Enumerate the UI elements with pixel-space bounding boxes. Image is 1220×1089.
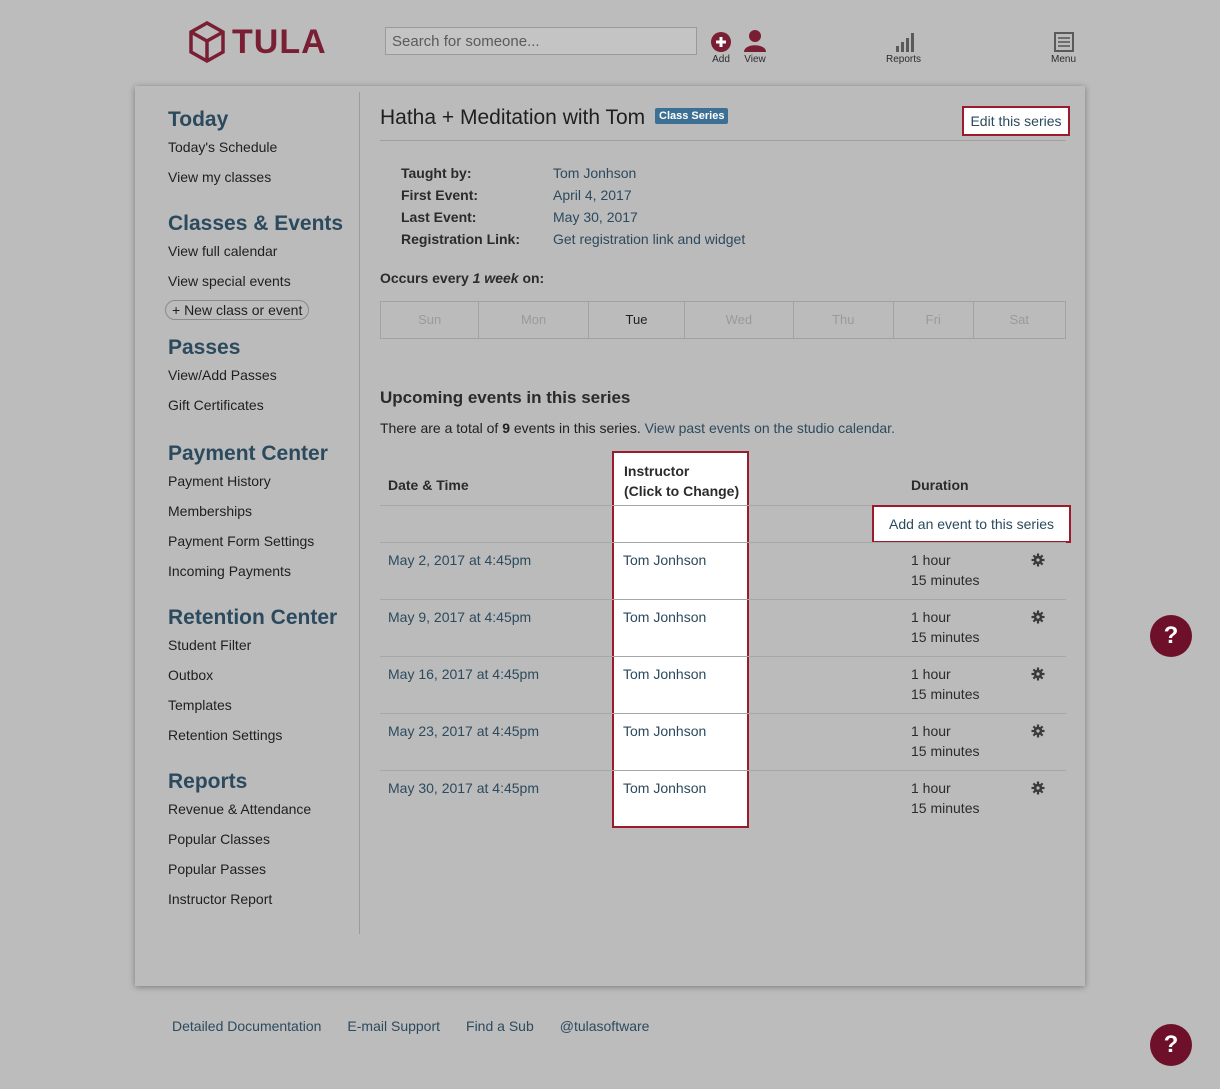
sidebar-item-todays-schedule[interactable]: Today's Schedule: [168, 139, 278, 155]
sidebar-item-retention-settings[interactable]: Retention Settings: [168, 727, 283, 743]
total-mid: events in this series.: [509, 420, 645, 436]
menu-list-icon: [1054, 32, 1074, 52]
sidebar-section-passes: [168, 336, 277, 420]
sidebar-item-popular-classes[interactable]: Popular Classes: [168, 831, 270, 847]
tula-logo[interactable]: [188, 20, 327, 64]
occurs-prefix: Occurs every: [380, 270, 473, 286]
add-event-button[interactable]: Add an event to this series: [872, 505, 1071, 543]
event-duration: [911, 721, 979, 761]
detail-label: First Event:: [401, 187, 479, 203]
day-sun[interactable]: Sun: [381, 302, 479, 338]
event-date-link[interactable]: May 9, 2017 at 4:45pm: [388, 609, 532, 625]
sidebar-item-student-filter[interactable]: Student Filter: [168, 637, 252, 653]
duration-hours: 1 hour: [911, 666, 951, 682]
day-tue[interactable]: Tue: [589, 302, 685, 338]
footer-link-email-support[interactable]: E-mail Support: [347, 1018, 441, 1034]
date-time-column-header: Date & Time: [388, 477, 469, 493]
event-date-link[interactable]: May 23, 2017 at 4:45pm: [388, 723, 539, 739]
search-input[interactable]: [385, 27, 697, 55]
occurs-text: [380, 270, 544, 286]
duration-minutes: 15 minutes: [911, 686, 980, 702]
sidebar-heading-retention-center[interactable]: Retention Center: [168, 606, 338, 629]
sidebar-heading-classes-events[interactable]: Classes & Events: [168, 212, 344, 235]
event-instructor-link[interactable]: Tom Jonhson: [623, 666, 707, 682]
detail-row: [401, 228, 745, 250]
footer-link-twitter[interactable]: @tulasoftware: [559, 1018, 650, 1034]
table-row-divider: [380, 713, 1066, 714]
sidebar-item-payment-history[interactable]: Payment History: [168, 473, 271, 489]
sidebar-item-view-special-events[interactable]: View special events: [168, 273, 291, 289]
sidebar-heading-passes[interactable]: Passes: [168, 336, 241, 359]
edit-series-button[interactable]: Edit this series: [962, 106, 1070, 136]
class-series-badge: Class Series: [655, 108, 728, 124]
footer-links: [172, 1018, 675, 1034]
event-date-link[interactable]: May 2, 2017 at 4:45pm: [388, 552, 532, 568]
day-thu[interactable]: Thu: [794, 302, 894, 338]
sidebar-item-view-add-passes[interactable]: View/Add Passes: [168, 367, 277, 383]
gear-icon[interactable]: [1031, 553, 1045, 567]
bar-chart-icon: [894, 32, 914, 52]
event-instructor-link[interactable]: Tom Jonhson: [623, 723, 707, 739]
event-duration: [911, 778, 979, 818]
series-title-row: [380, 106, 728, 130]
sidebar-item-templates[interactable]: Templates: [168, 697, 232, 713]
title-divider: [380, 140, 1066, 141]
view-label: View: [744, 54, 766, 65]
detail-label: Last Event:: [401, 209, 477, 225]
sidebar-section-reports: [168, 770, 311, 914]
sidebar-item-view-my-classes[interactable]: View my classes: [168, 169, 272, 185]
events-total-text: [380, 420, 895, 436]
reports-label: Reports: [886, 54, 922, 65]
view-button[interactable]: [743, 30, 767, 65]
day-wed[interactable]: Wed: [685, 302, 793, 338]
table-row-divider: [380, 770, 1066, 771]
instructor-header-line2: (Click to Change): [624, 483, 740, 499]
first-event-link[interactable]: April 4, 2017: [553, 187, 632, 203]
help-button[interactable]: ?: [1150, 1024, 1192, 1066]
sidebar-item-popular-passes[interactable]: Popular Passes: [168, 861, 267, 877]
brand-name: TULA: [232, 22, 327, 61]
gear-icon[interactable]: [1031, 610, 1045, 624]
reports-button[interactable]: [886, 32, 921, 65]
event-instructor-link[interactable]: Tom Jonhson: [623, 780, 707, 796]
table-row-divider: [380, 656, 1066, 657]
registration-link[interactable]: Get registration link and widget: [553, 231, 746, 247]
sidebar-heading-payment-center[interactable]: Payment Center: [168, 442, 328, 465]
sidebar-heading-reports[interactable]: Reports: [168, 770, 248, 793]
event-instructor-link[interactable]: Tom Jonhson: [623, 552, 707, 568]
sidebar-item-outbox[interactable]: Outbox: [168, 667, 214, 683]
sidebar-item-gift-certificates[interactable]: Gift Certificates: [168, 397, 264, 413]
duration-hours: 1 hour: [911, 609, 951, 625]
new-class-event-button[interactable]: + New class or event: [165, 300, 309, 320]
duration-minutes: 15 minutes: [911, 743, 980, 759]
footer-link-documentation[interactable]: Detailed Documentation: [172, 1018, 322, 1034]
last-event-link[interactable]: May 30, 2017: [553, 209, 638, 225]
event-date-link[interactable]: May 16, 2017 at 4:45pm: [388, 666, 539, 682]
duration-minutes: 15 minutes: [911, 572, 980, 588]
sidebar-heading-today[interactable]: Today: [168, 108, 229, 131]
view-past-events-link[interactable]: View past events on the studio calendar.: [644, 420, 895, 436]
sidebar-section-retention: [168, 606, 368, 750]
sidebar-item-revenue-attendance[interactable]: Revenue & Attendance: [168, 801, 312, 817]
detail-row: [401, 206, 745, 228]
event-duration: [911, 664, 979, 704]
gear-icon[interactable]: [1031, 667, 1045, 681]
main-panel: [135, 86, 1085, 986]
series-details: [401, 162, 745, 250]
occurs-suffix: on:: [518, 270, 545, 286]
detail-label: Taught by:: [401, 165, 472, 181]
person-icon: [743, 30, 767, 52]
sidebar-item-incoming-payments[interactable]: Incoming Payments: [168, 563, 291, 579]
sidebar-item-instructor-report[interactable]: Instructor Report: [168, 891, 273, 907]
duration-hours: 1 hour: [911, 723, 951, 739]
upcoming-events-title: Upcoming events in this series: [380, 388, 631, 407]
tula-cube-icon: [188, 20, 226, 64]
add-button[interactable]: [711, 32, 731, 65]
detail-row: [401, 184, 745, 206]
duration-hours: 1 hour: [911, 552, 951, 568]
duration-hours: 1 hour: [911, 780, 951, 796]
instructor-column-header[interactable]: [624, 461, 739, 501]
plus-circle-icon: [711, 32, 731, 52]
event-date-link[interactable]: May 30, 2017 at 4:45pm: [388, 780, 539, 796]
sidebar-section-today: [168, 108, 277, 192]
event-instructor-link[interactable]: Tom Jonhson: [623, 609, 707, 625]
detail-label: Registration Link:: [401, 231, 521, 247]
instructor-header-line1: Instructor: [624, 463, 690, 479]
menu-label: Menu: [1051, 54, 1077, 65]
menu-button[interactable]: [1051, 32, 1076, 65]
table-row-divider: [380, 599, 1066, 600]
weekday-selector: [380, 301, 1066, 339]
sidebar-item-payment-form-settings[interactable]: Payment Form Settings: [168, 533, 315, 549]
sidebar-divider: [359, 92, 360, 934]
sidebar-section-classes: [168, 212, 368, 318]
table-row-divider: [380, 542, 1066, 543]
sidebar-item-view-full-calendar[interactable]: View full calendar: [168, 243, 278, 259]
duration-minutes: 15 minutes: [911, 629, 980, 645]
day-mon[interactable]: Mon: [479, 302, 588, 338]
series-title: Hatha + Meditation with Tom: [380, 106, 646, 129]
sidebar-section-payment: [168, 442, 328, 586]
event-duration: [911, 607, 979, 647]
taught-by-link[interactable]: Tom Jonhson: [553, 165, 637, 181]
detail-row: [401, 162, 745, 184]
sidebar-item-memberships[interactable]: Memberships: [168, 503, 253, 519]
total-count: 9: [502, 420, 510, 436]
occurs-interval: 1 week: [472, 270, 519, 286]
gear-icon[interactable]: [1031, 724, 1045, 738]
footer-link-find-a-sub[interactable]: Find a Sub: [466, 1018, 534, 1034]
instructor-column-highlight: [612, 451, 749, 828]
duration-column-header: Duration: [911, 477, 969, 493]
add-label: Add: [712, 54, 730, 65]
total-prefix: There are a total of: [380, 420, 503, 436]
event-duration: [911, 550, 979, 590]
day-fri[interactable]: Fri: [894, 302, 974, 338]
help-button[interactable]: ?: [1150, 615, 1192, 657]
day-sat[interactable]: Sat: [1009, 312, 1029, 327]
gear-icon[interactable]: [1031, 781, 1045, 795]
duration-minutes: 15 minutes: [911, 800, 980, 816]
